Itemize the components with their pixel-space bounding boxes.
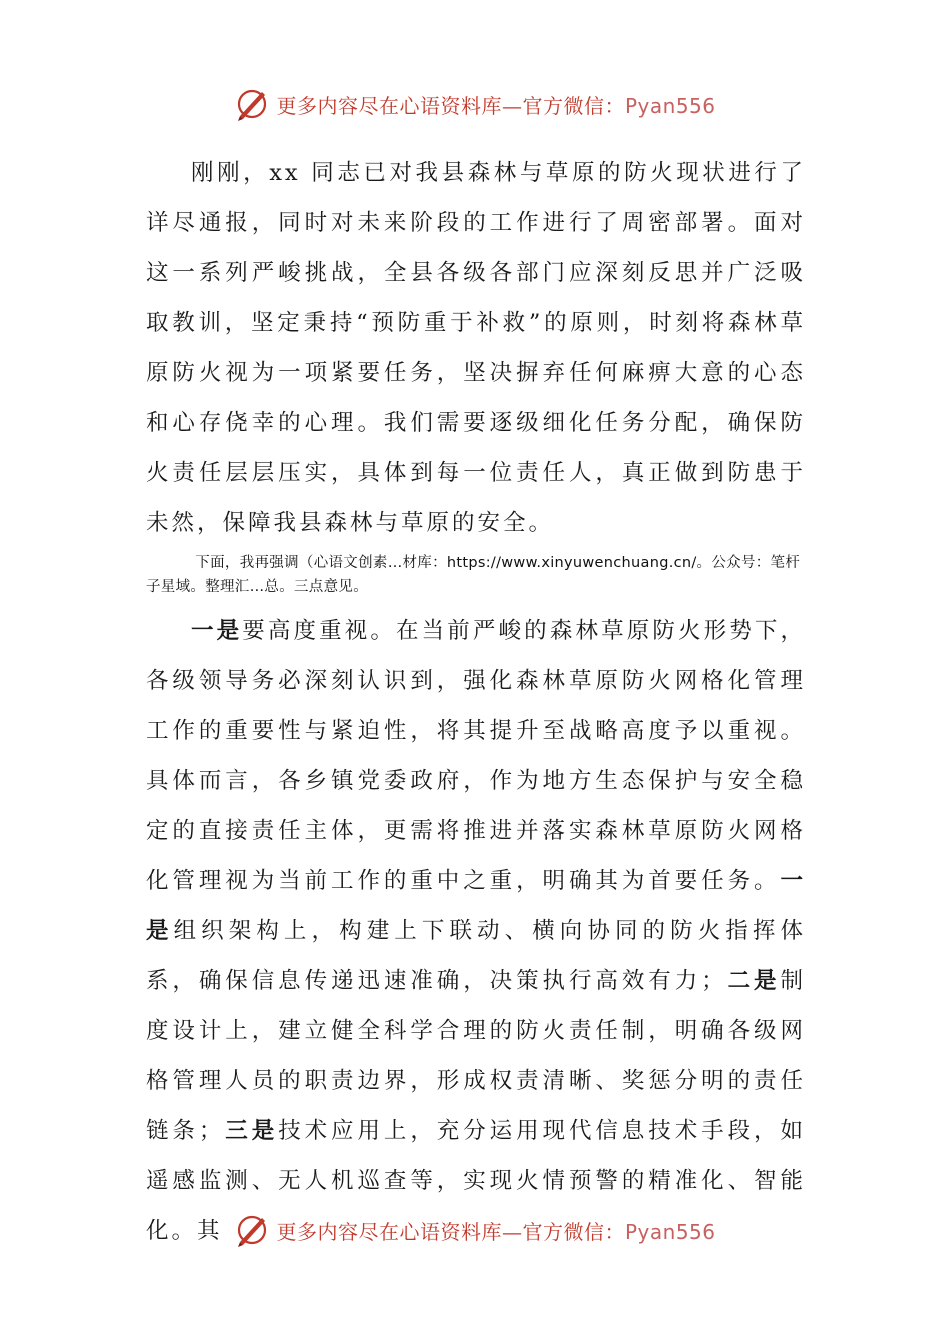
pen-logo-icon [234,1212,270,1248]
sub-point-2-text: 制度设计上，建立健全科学合理的防火责任制，明确各级网格管理人员的职责边界，形成权责清晰、奖惩分明的责任链条； [146,968,806,1144]
banner-wechat-id: Pyan556 [624,93,716,118]
lead-marker: 一是 [191,618,243,644]
banner-text: 更多内容尽在心语资料库—官方微信： [276,93,625,118]
paragraph-intro: 刚刚，xx 同志已对我县森林与草原的防火现状进行了详尽通报，同时对未来阶段的工作进行了周密部署。面对这一系列严峻挑战，全县各级各部门应深刻反思并广泛吸取教训，坚定秉持“预防重于补救”的原则，时刻将森林草原防火视为一项紧要任务，坚决摒弃任何麻痹大意的心态和心存侥幸的心理。我们需要逐级细化任务分配，确保防火责任层层压实，具体到每一位责任人，真正做到防患于未然，保障我县森林与草原的安全。 [146,160,806,536]
sub-marker-1: 一是 [146,868,806,944]
document-body [146,148,806,1256]
watermark-banner-top [0,82,950,126]
point-one-text: 要高度重视。在当前严峻的森林草原防火形势下，各级领导务必深刻认识到，强化森林草原防火网格化管理工作的重要性与紧迫性，将其提升至战略高度予以重视。具体而言，各乡镇党委政府，作为地方生态保护与安全稳定的直接责任主体，更需将推进并落实森林草原防火网格化管理视为当前工作的重中之重，明确其为首要任务。 [146,618,806,894]
source-note: 下面，我再强调（心语文创素…材库：https://www.xinyuwenchuang.cn/。公众号：笔杆子星域。整理汇…总。三点意见。 [146,555,801,595]
banner-text: 更多内容尽在心语资料库—官方微信： [276,1219,625,1244]
sub-marker-3: 三是 [224,1118,279,1144]
pen-logo-icon [234,86,270,122]
sub-point-3-text: 技术应用上，充分运用现代信息技术手段，如遥感监测、无人机巡查等，实现火情预警的精准化、智能化。其 [146,1118,806,1244]
sub-point-1-text: 组织架构上，构建上下联动、横向协同的防火指挥体系，确保信息传递迅速准确，决策执行高效有力； [146,918,806,994]
paragraph-point-one [146,606,806,1256]
sub-marker-2: 二是 [726,968,781,994]
banner-wechat-id: Pyan556 [624,1219,716,1244]
watermark-banner-bottom [0,1208,950,1252]
